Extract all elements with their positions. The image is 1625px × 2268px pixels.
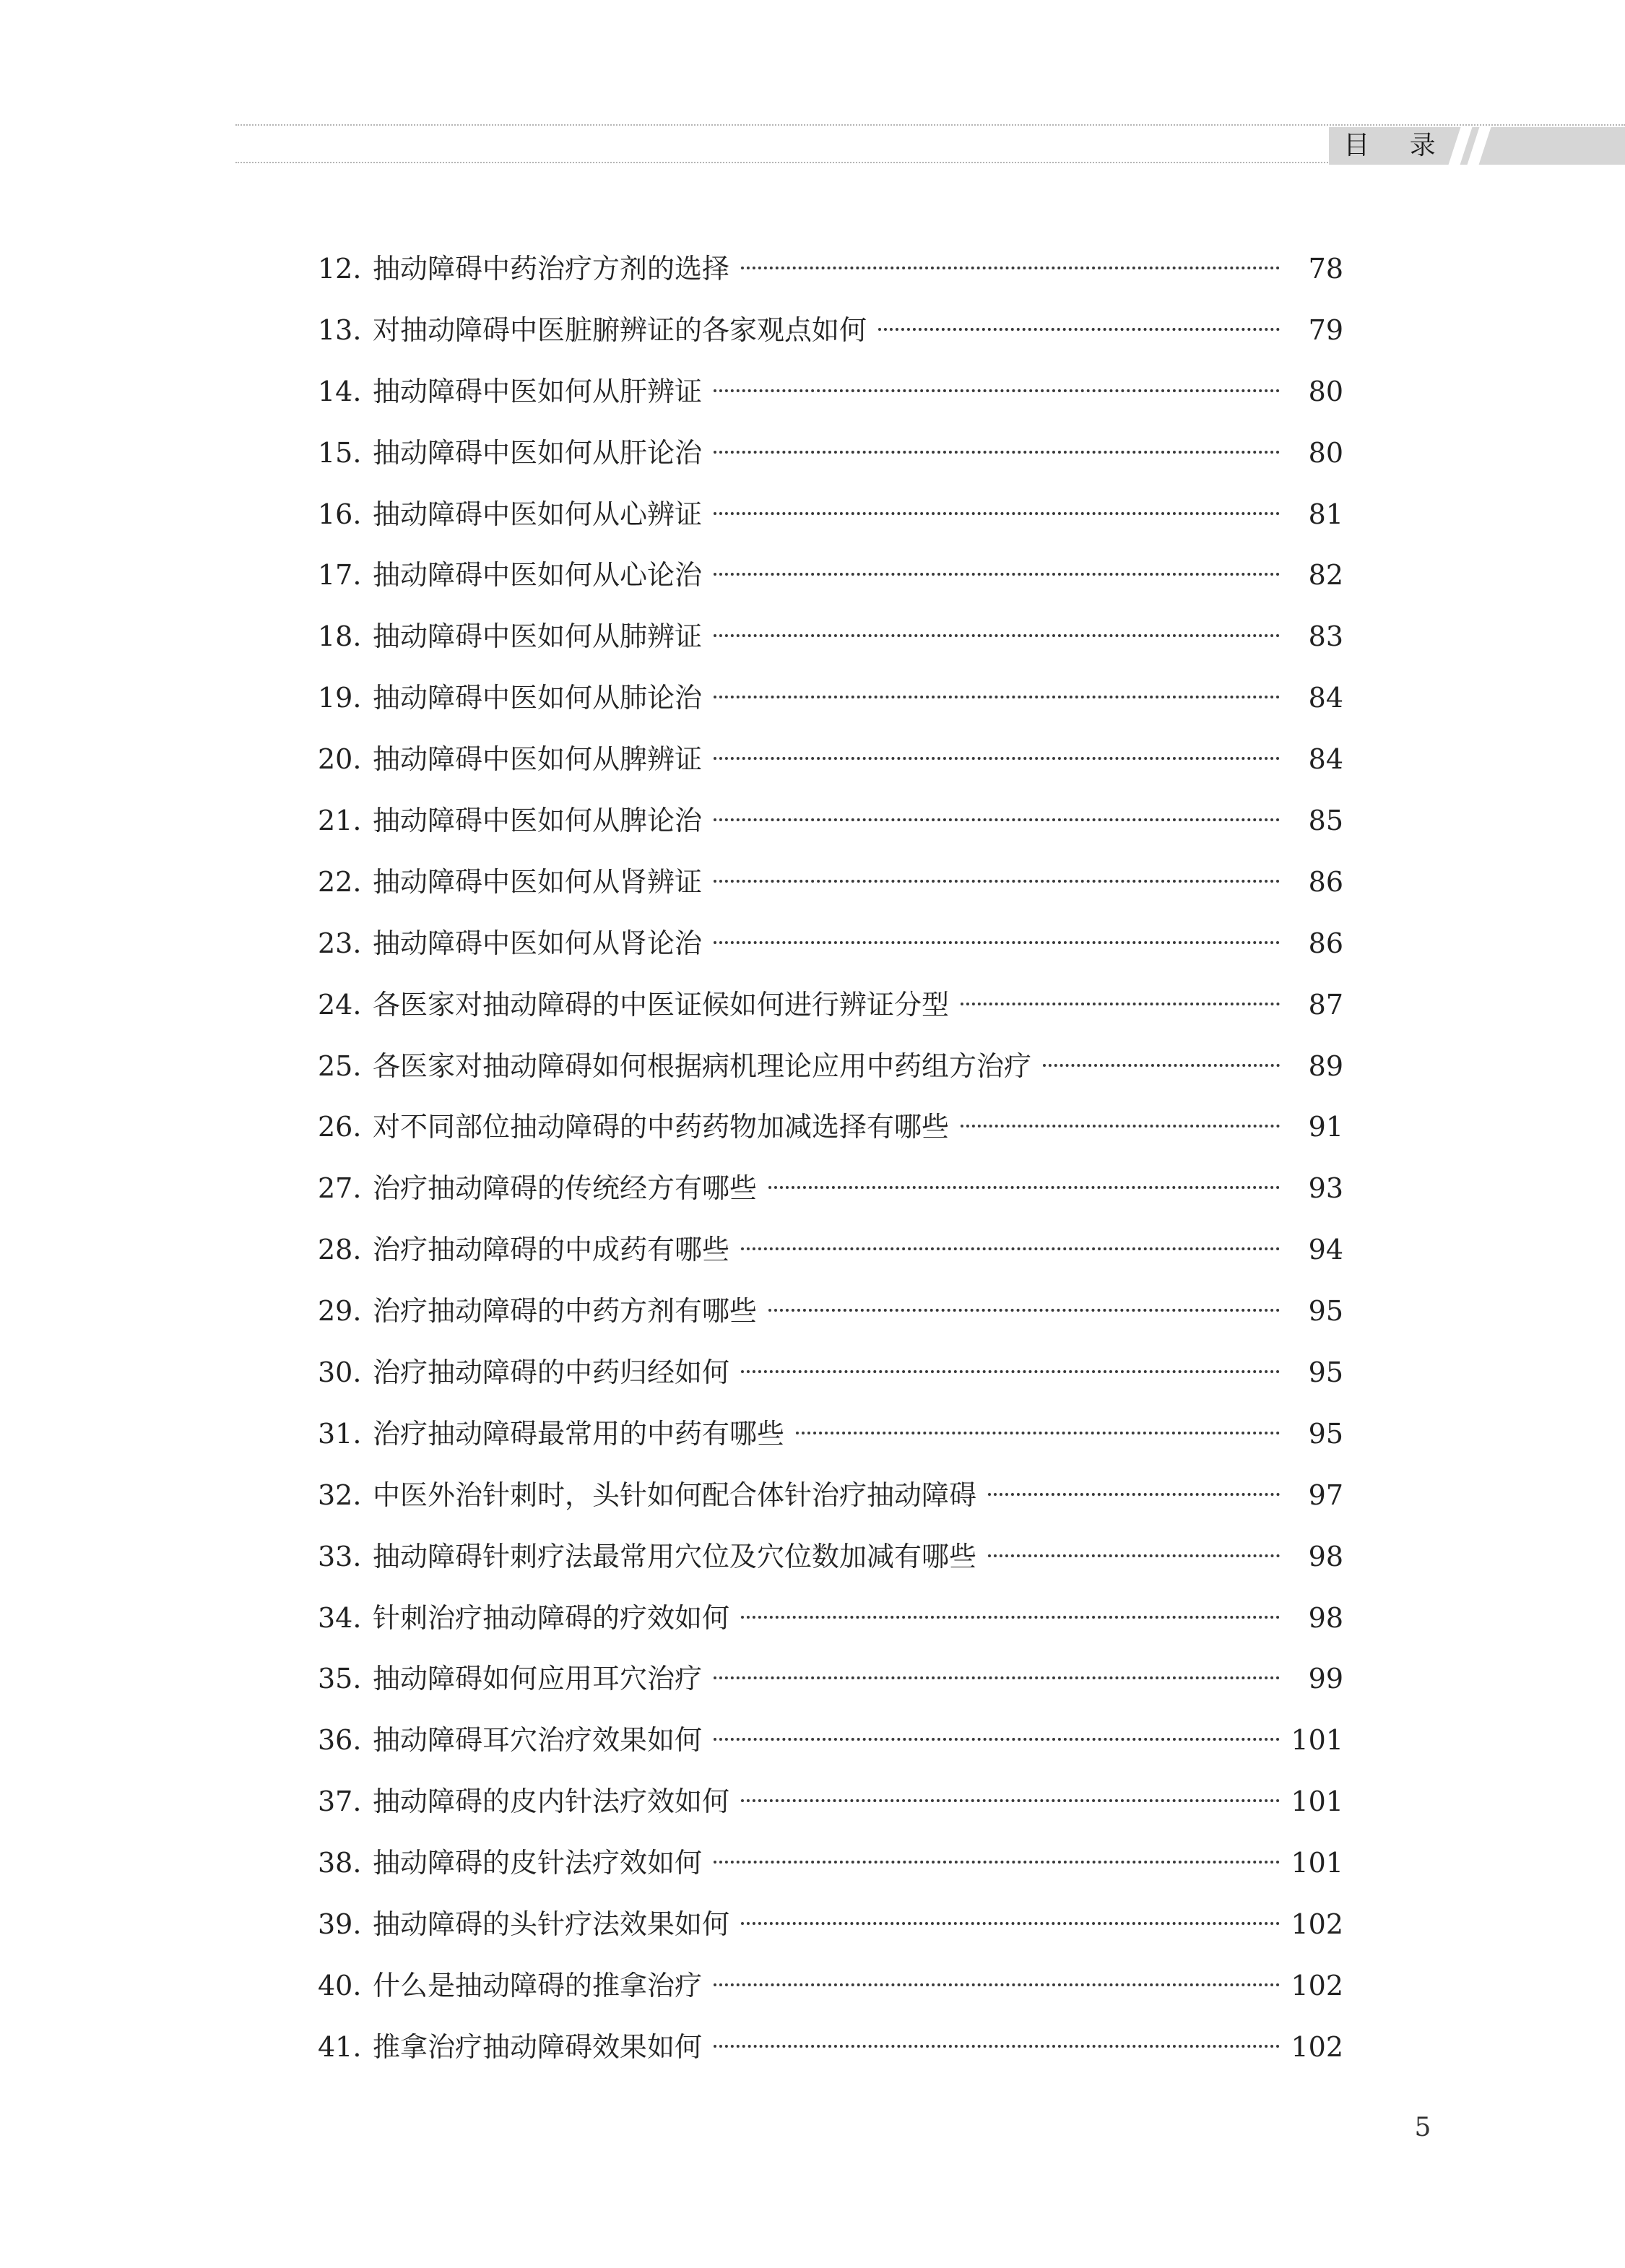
toc-entry-page: 97 xyxy=(1308,1479,1343,1511)
toc-entry[interactable] xyxy=(318,615,1343,677)
toc-entry-page: 84 xyxy=(1308,743,1343,776)
toc-entry[interactable] xyxy=(318,1903,1343,1965)
toc-entry-number: 27. xyxy=(318,1172,362,1205)
toc-entry[interactable] xyxy=(318,738,1343,800)
toc-entry-title: 治疗抽动障碍最常用的中药有哪些 xyxy=(373,1417,785,1450)
toc-entry-number: 25. xyxy=(318,1049,362,1082)
toc-entry-title: 治疗抽动障碍的中药归经如何 xyxy=(373,1356,730,1389)
toc-dot-leader xyxy=(961,1125,1280,1127)
toc-entry[interactable] xyxy=(318,1536,1343,1597)
toc-dot-leader xyxy=(714,512,1280,515)
toc-entry-page: 79 xyxy=(1308,313,1343,346)
toc-entry-page: 101 xyxy=(1291,1786,1343,1818)
toc-entry-page: 89 xyxy=(1308,1049,1343,1082)
toc-entry-page: 91 xyxy=(1308,1111,1343,1143)
toc-dot-leader xyxy=(961,1003,1280,1005)
toc-entry-number: 36. xyxy=(318,1724,362,1757)
toc-dot-leader xyxy=(714,1983,1280,1986)
toc-dot-leader xyxy=(768,1186,1280,1189)
toc-entry-number: 29. xyxy=(318,1295,362,1328)
toc-entry-title: 抽动障碍针刺疗法最常用穴位及穴位数加减有哪些 xyxy=(373,1540,977,1572)
toc-entry-page: 83 xyxy=(1308,620,1343,653)
toc-entry-page: 98 xyxy=(1308,1601,1343,1634)
toc-entry-title: 各医家对抽动障碍如何根据病机理论应用中药组方治疗 xyxy=(373,1049,1032,1082)
toc-entry-title: 对抽动障碍中医脏腑辨证的各家观点如何 xyxy=(373,313,867,346)
toc-dot-leader xyxy=(796,1432,1280,1434)
toc-entry[interactable] xyxy=(318,984,1343,1045)
toc-entry-page: 102 xyxy=(1291,2030,1343,2063)
toc-entry-page: 81 xyxy=(1308,498,1343,530)
toc-entry-title: 中医外治针刺时，头针如何配合体针治疗抽动障碍 xyxy=(373,1479,977,1511)
toc-entry-number: 32. xyxy=(318,1479,362,1511)
toc-dot-leader xyxy=(714,880,1280,883)
toc-dot-leader xyxy=(714,1861,1280,1864)
toc-entry-title: 抽动障碍中医如何从肺辨证 xyxy=(373,620,703,653)
toc-entry[interactable] xyxy=(318,1413,1343,1474)
toc-dot-leader xyxy=(714,1676,1280,1679)
toc-dot-leader xyxy=(714,1738,1280,1741)
toc-entry[interactable] xyxy=(318,677,1343,738)
toc-entry-number: 18. xyxy=(318,620,362,653)
toc-entry[interactable] xyxy=(318,554,1343,615)
toc-entry-number: 30. xyxy=(318,1356,362,1389)
toc-entry-page: 85 xyxy=(1308,805,1343,837)
toc-entry-title: 抽动障碍的头针疗法效果如何 xyxy=(373,1908,730,1941)
toc-entry[interactable] xyxy=(318,371,1343,432)
toc-entry-number: 17. xyxy=(318,559,362,592)
toc-entry-page: 94 xyxy=(1308,1234,1343,1266)
toc-entry-number: 31. xyxy=(318,1417,362,1450)
toc-entry-number: 28. xyxy=(318,1234,362,1266)
toc-entry[interactable] xyxy=(318,1719,1343,1780)
toc-entry[interactable] xyxy=(318,861,1343,922)
toc-dot-leader xyxy=(714,573,1280,576)
toc-entry-title: 抽动障碍如何应用耳穴治疗 xyxy=(373,1663,703,1695)
toc-entry-page: 101 xyxy=(1291,1847,1343,1879)
toc-entry-page: 87 xyxy=(1308,988,1343,1021)
toc-dot-leader xyxy=(741,1799,1280,1802)
toc-dot-leader xyxy=(1043,1064,1280,1067)
toc-dot-leader xyxy=(741,267,1280,269)
running-header-title: 目 录 xyxy=(1343,131,1452,160)
toc-dot-leader xyxy=(988,1554,1280,1557)
toc-entry-title: 抽动障碍的皮针法疗效如何 xyxy=(373,1847,703,1879)
toc-dot-leader xyxy=(714,634,1280,637)
toc-entry-title: 抽动障碍中医如何从肺论治 xyxy=(373,682,703,714)
toc-entry-title: 抽动障碍中医如何从心辨证 xyxy=(373,498,703,530)
toc-entry-page: 101 xyxy=(1291,1724,1343,1757)
toc-entry-page: 95 xyxy=(1308,1295,1343,1328)
toc-entry-number: 35. xyxy=(318,1663,362,1695)
toc-entry[interactable] xyxy=(318,1045,1343,1107)
toc-entry-number: 37. xyxy=(318,1786,362,1818)
toc-entry-number: 15. xyxy=(318,436,362,469)
toc-entry-title: 抽动障碍中医如何从肝辨证 xyxy=(373,375,703,407)
toc-entry[interactable] xyxy=(318,1290,1343,1351)
toc-dot-leader xyxy=(714,941,1280,944)
toc-entry[interactable] xyxy=(318,1597,1343,1658)
toc-entry[interactable] xyxy=(318,1229,1343,1290)
toc-entry-title: 抽动障碍耳穴治疗效果如何 xyxy=(373,1724,703,1757)
toc-entry-title: 抽动障碍中医如何从肝论治 xyxy=(373,436,703,469)
toc-entry-title: 抽动障碍中药治疗方剂的选择 xyxy=(373,253,730,285)
toc-entry-title: 治疗抽动障碍的中成药有哪些 xyxy=(373,1234,730,1266)
toc-entry-title: 各医家对抽动障碍的中医证候如何进行辨证分型 xyxy=(373,988,950,1021)
toc-entry-title: 针刺治疗抽动障碍的疗效如何 xyxy=(373,1601,730,1634)
toc-dot-leader xyxy=(714,757,1280,760)
toc-entry-title: 抽动障碍中医如何从脾辨证 xyxy=(373,743,703,776)
toc-entry[interactable] xyxy=(318,1658,1343,1719)
toc-entry-number: 12. xyxy=(318,253,362,285)
toc-dot-leader xyxy=(714,818,1280,821)
toc-entry-page: 95 xyxy=(1308,1356,1343,1389)
toc-entry-page: 86 xyxy=(1308,865,1343,898)
toc-entry-title: 抽动障碍的皮内针法疗效如何 xyxy=(373,1786,730,1818)
toc-entry[interactable] xyxy=(318,248,1343,309)
toc-entry-title: 治疗抽动障碍的传统经方有哪些 xyxy=(373,1172,758,1205)
toc-entry-number: 20. xyxy=(318,743,362,776)
toc-entry-page: 82 xyxy=(1308,559,1343,592)
toc-entry-page: 98 xyxy=(1308,1540,1343,1572)
page-number: 5 xyxy=(1414,2113,1431,2142)
toc-entry-title: 治疗抽动障碍的中药方剂有哪些 xyxy=(373,1295,758,1328)
toc-entry-page: 86 xyxy=(1308,927,1343,959)
toc-entry-number: 14. xyxy=(318,375,362,407)
toc-entry-number: 24. xyxy=(318,988,362,1021)
toc-entry[interactable] xyxy=(318,309,1343,371)
toc-entry-number: 19. xyxy=(318,682,362,714)
toc-dot-leader xyxy=(714,451,1280,454)
toc-dot-leader xyxy=(714,696,1280,698)
toc-entry-title: 对不同部位抽动障碍的中药药物加减选择有哪些 xyxy=(373,1111,950,1143)
toc-entry-number: 33. xyxy=(318,1540,362,1572)
toc-entry[interactable] xyxy=(318,922,1343,984)
toc-entry[interactable] xyxy=(318,1474,1343,1536)
toc-entry-number: 39. xyxy=(318,1908,362,1941)
toc-dot-leader xyxy=(878,328,1280,331)
toc-entry-page: 102 xyxy=(1291,1969,1343,2001)
toc-entry-page: 95 xyxy=(1308,1417,1343,1450)
toc-entry-page: 99 xyxy=(1308,1663,1343,1695)
toc-entry[interactable] xyxy=(318,1780,1343,1842)
toc-entry-number: 13. xyxy=(318,313,362,346)
toc-dot-leader xyxy=(988,1493,1280,1496)
toc-entry[interactable] xyxy=(318,1842,1343,1903)
toc-entry[interactable] xyxy=(318,1167,1343,1229)
table-of-contents xyxy=(318,248,1343,2087)
toc-entry-number: 34. xyxy=(318,1601,362,1634)
toc-entry-page: 93 xyxy=(1308,1172,1343,1205)
toc-entry-page: 80 xyxy=(1308,436,1343,469)
toc-entry-number: 21. xyxy=(318,805,362,837)
toc-dot-leader xyxy=(714,2045,1280,2048)
toc-entry-number: 22. xyxy=(318,865,362,898)
toc-entry-number: 38. xyxy=(318,1847,362,1879)
toc-entry-page: 84 xyxy=(1308,682,1343,714)
toc-entry-number: 16. xyxy=(318,498,362,530)
toc-entry[interactable] xyxy=(318,1965,1343,2026)
toc-entry[interactable] xyxy=(318,1351,1343,1413)
toc-entry[interactable] xyxy=(318,800,1343,861)
toc-entry-page: 102 xyxy=(1291,1908,1343,1941)
toc-entry-page: 78 xyxy=(1308,253,1343,285)
toc-entry[interactable] xyxy=(318,1106,1343,1167)
toc-entry-title: 抽动障碍中医如何从心论治 xyxy=(373,559,703,592)
toc-entry-title: 什么是抽动障碍的推拿治疗 xyxy=(373,1969,703,2001)
toc-entry[interactable] xyxy=(318,2026,1343,2087)
toc-entry-number: 23. xyxy=(318,927,362,959)
toc-entry-number: 26. xyxy=(318,1111,362,1143)
toc-entry-page: 80 xyxy=(1308,375,1343,407)
toc-dot-leader xyxy=(741,1616,1280,1619)
toc-dot-leader xyxy=(714,389,1280,392)
toc-entry-title: 推拿治疗抽动障碍效果如何 xyxy=(373,2030,703,2063)
toc-dot-leader xyxy=(768,1309,1280,1312)
toc-dot-leader xyxy=(741,1247,1280,1250)
toc-dot-leader xyxy=(741,1370,1280,1373)
toc-entry[interactable] xyxy=(318,432,1343,493)
toc-dot-leader xyxy=(741,1922,1280,1925)
toc-entry[interactable] xyxy=(318,493,1343,555)
toc-entry-number: 40. xyxy=(318,1969,362,2001)
toc-entry-number: 41. xyxy=(318,2030,362,2063)
toc-entry-title: 抽动障碍中医如何从脾论治 xyxy=(373,805,703,837)
toc-entry-title: 抽动障碍中医如何从肾论治 xyxy=(373,927,703,959)
toc-entry-title: 抽动障碍中医如何从肾辨证 xyxy=(373,865,703,898)
